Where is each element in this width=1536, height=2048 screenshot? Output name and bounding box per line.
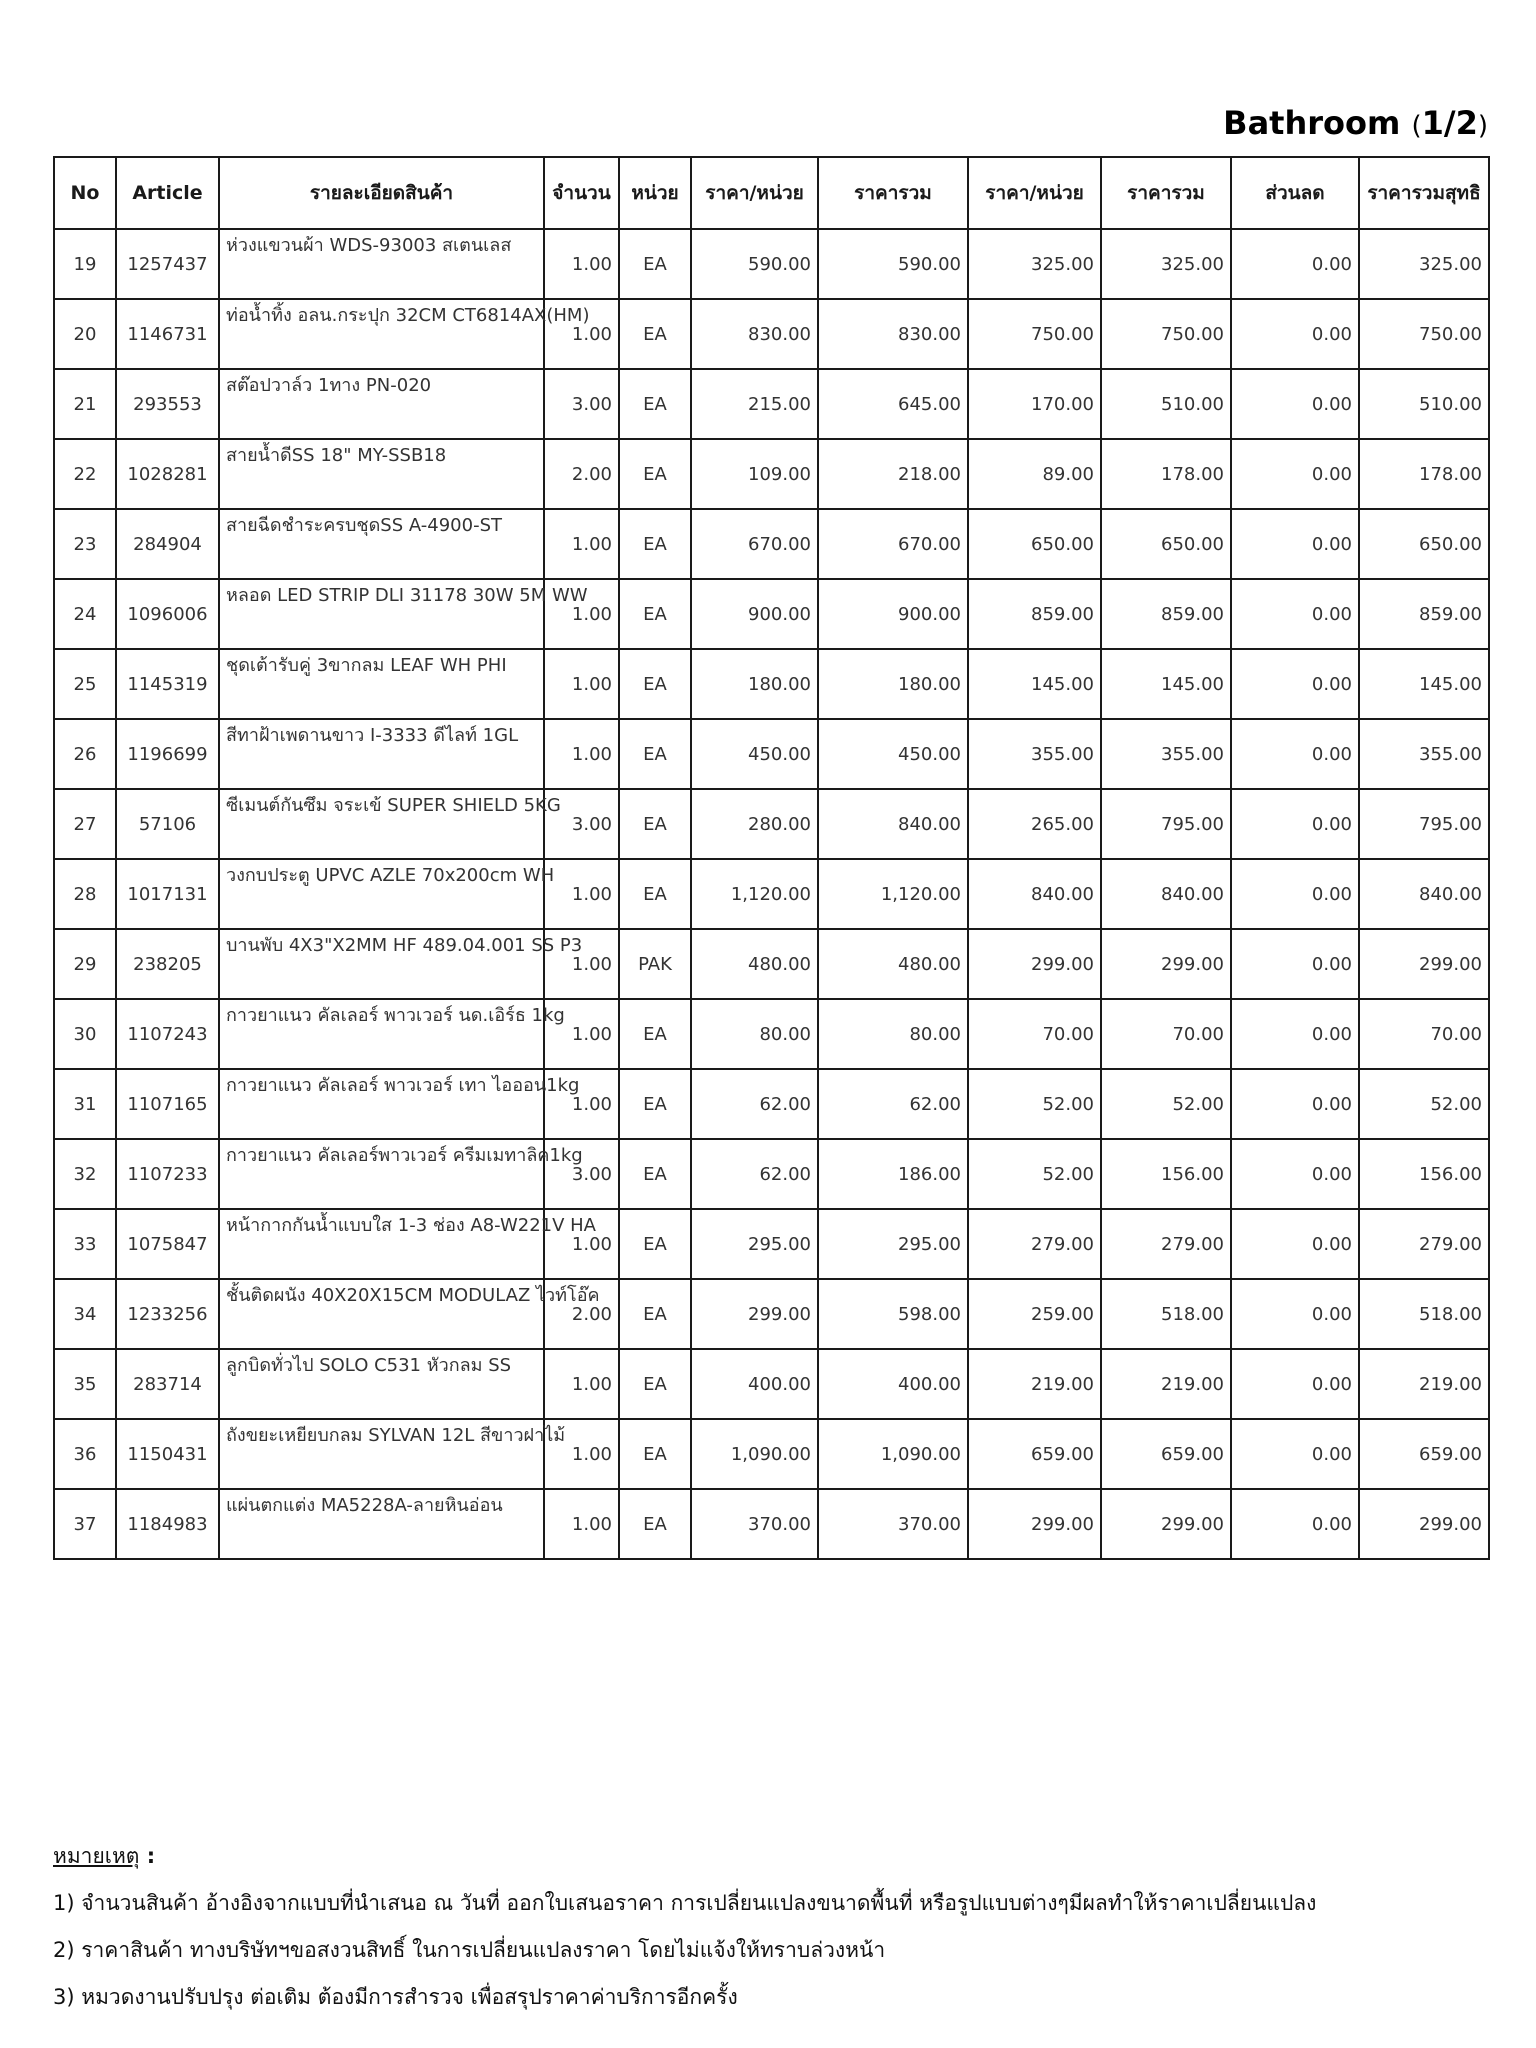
table-row xyxy=(54,999,1489,1069)
row-total-2: 840.00 xyxy=(1101,859,1231,929)
row-unit-price: 590.00 xyxy=(691,229,818,299)
row-quantity: 1.00 xyxy=(544,719,619,789)
row-quantity: 1.00 xyxy=(544,929,619,999)
row-no: 32 xyxy=(54,1139,116,1209)
row-total: 830.00 xyxy=(818,299,968,369)
table-row xyxy=(54,1069,1489,1139)
row-no: 27 xyxy=(54,789,116,859)
row-quantity: 1.00 xyxy=(544,649,619,719)
row-total-2: 325.00 xyxy=(1101,229,1231,299)
row-article: 1150431 xyxy=(116,1419,219,1489)
row-no: 19 xyxy=(54,229,116,299)
row-total: 400.00 xyxy=(818,1349,968,1419)
row-quantity: 1.00 xyxy=(544,1209,619,1279)
row-total: 590.00 xyxy=(818,229,968,299)
header-total-2: ราคารวม xyxy=(1101,157,1231,229)
row-description: สต๊อปวาล์ว 1ทาง PN-020 xyxy=(219,369,544,439)
row-unit-price: 215.00 xyxy=(691,369,818,439)
row-unit-price-2: 299.00 xyxy=(968,1489,1101,1559)
row-no: 37 xyxy=(54,1489,116,1559)
row-no: 23 xyxy=(54,509,116,579)
row-total: 180.00 xyxy=(818,649,968,719)
notes-heading-text: หมายเหตุ xyxy=(53,1844,140,1868)
row-unit: EA xyxy=(619,369,691,439)
row-unit-price-2: 355.00 xyxy=(968,719,1101,789)
row-description: ถังขยะเหยียบกลม SYLVAN 12L สีขาวฝาไม้ xyxy=(219,1419,544,1489)
row-discount: 0.00 xyxy=(1231,999,1359,1069)
row-description: สีทาฝ้าเพดานขาว I-3333 ดีไลท์ 1GL xyxy=(219,719,544,789)
row-discount: 0.00 xyxy=(1231,299,1359,369)
title-paren-open: ( xyxy=(1411,111,1422,141)
table-row xyxy=(54,1139,1489,1209)
table-row xyxy=(54,439,1489,509)
row-net-total: 659.00 xyxy=(1359,1419,1489,1489)
row-unit: EA xyxy=(619,719,691,789)
row-quantity: 1.00 xyxy=(544,579,619,649)
note-item: 1) จำนวนสินค้า อ้างอิงจากแบบที่นำเสนอ ณ วันที่ ออกใบเสนอราคา การเปลี่ยนแปลงขนาดพื้นที่ หรือรูปแบบต่างๆมีผลทำให้ราคาเปลี่ยนแปลง xyxy=(53,1891,1317,1915)
row-unit: EA xyxy=(619,1419,691,1489)
row-unit-price-2: 219.00 xyxy=(968,1349,1101,1419)
row-unit-price-2: 265.00 xyxy=(968,789,1101,859)
row-unit-price: 670.00 xyxy=(691,509,818,579)
row-description: ชุดเต้ารับคู่ 3ขากลม LEAF WH PHI xyxy=(219,649,544,719)
row-no: 22 xyxy=(54,439,116,509)
row-unit-price: 830.00 xyxy=(691,299,818,369)
row-net-total: 510.00 xyxy=(1359,369,1489,439)
row-description: หลอด LED STRIP DLI 31178 30W 5M WW xyxy=(219,579,544,649)
row-unit: EA xyxy=(619,1279,691,1349)
header-discount: ส่วนลด xyxy=(1231,157,1359,229)
row-net-total: 750.00 xyxy=(1359,299,1489,369)
row-unit-price: 450.00 xyxy=(691,719,818,789)
row-total: 370.00 xyxy=(818,1489,968,1559)
table-row xyxy=(54,719,1489,789)
row-net-total: 355.00 xyxy=(1359,719,1489,789)
row-net-total: 279.00 xyxy=(1359,1209,1489,1279)
row-discount: 0.00 xyxy=(1231,509,1359,579)
row-unit: EA xyxy=(619,299,691,369)
row-quantity: 1.00 xyxy=(544,299,619,369)
row-discount: 0.00 xyxy=(1231,579,1359,649)
row-total: 670.00 xyxy=(818,509,968,579)
row-quantity: 1.00 xyxy=(544,1069,619,1139)
row-unit: EA xyxy=(619,1489,691,1559)
row-unit: PAK xyxy=(619,929,691,999)
row-discount: 0.00 xyxy=(1231,1209,1359,1279)
row-unit: EA xyxy=(619,999,691,1069)
row-no: 26 xyxy=(54,719,116,789)
row-total-2: 156.00 xyxy=(1101,1139,1231,1209)
row-unit: EA xyxy=(619,1349,691,1419)
row-quantity: 1.00 xyxy=(544,1489,619,1559)
row-unit: EA xyxy=(619,649,691,719)
row-quantity: 1.00 xyxy=(544,229,619,299)
row-unit-price: 480.00 xyxy=(691,929,818,999)
row-quantity: 1.00 xyxy=(544,859,619,929)
row-description: สายฉีดชำระครบชุดSS A-4900-ST xyxy=(219,509,544,579)
note-item: 3) หมวดงานปรับปรุง ต่อเติม ต้องมีการสำรวจ เพื่อสรุปราคาค่าบริการอีกครั้ง xyxy=(53,1985,738,2009)
row-no: 28 xyxy=(54,859,116,929)
row-total: 1,120.00 xyxy=(818,859,968,929)
row-quantity: 2.00 xyxy=(544,439,619,509)
row-total: 1,090.00 xyxy=(818,1419,968,1489)
row-description: กาวยาแนว คัลเลอร์ พาวเวอร์ นด.เอิร์ธ 1kg xyxy=(219,999,544,1069)
row-description: หน้ากากกันน้ำแบบใส 1-3 ช่อง A8-W221V HA xyxy=(219,1209,544,1279)
row-description: กาวยาแนว คัลเลอร์พาวเวอร์ ครีมเมทาลิค1kg xyxy=(219,1139,544,1209)
row-unit-price-2: 840.00 xyxy=(968,859,1101,929)
row-total-2: 750.00 xyxy=(1101,299,1231,369)
row-total-2: 518.00 xyxy=(1101,1279,1231,1349)
row-total: 218.00 xyxy=(818,439,968,509)
row-total: 295.00 xyxy=(818,1209,968,1279)
row-description: ชั้นติดผนัง 40X20X15CM MODULAZ ไวท์โอ๊ค xyxy=(219,1279,544,1349)
row-total: 186.00 xyxy=(818,1139,968,1209)
header-quantity: จำนวน xyxy=(544,157,619,229)
row-article: 1028281 xyxy=(116,439,219,509)
row-unit-price-2: 299.00 xyxy=(968,929,1101,999)
row-article: 1233256 xyxy=(116,1279,219,1349)
row-description: ซีเมนต์กันซึม จระเข้ SUPER SHIELD 5KG xyxy=(219,789,544,859)
row-unit-price-2: 650.00 xyxy=(968,509,1101,579)
row-unit-price: 80.00 xyxy=(691,999,818,1069)
row-unit-price: 299.00 xyxy=(691,1279,818,1349)
row-total-2: 510.00 xyxy=(1101,369,1231,439)
table-row xyxy=(54,299,1489,369)
table-row xyxy=(54,649,1489,719)
header-unit: หน่วย xyxy=(619,157,691,229)
row-discount: 0.00 xyxy=(1231,1489,1359,1559)
row-description: ลูกบิดทั่วไป SOLO C531 หัวกลม SS xyxy=(219,1349,544,1419)
row-unit-price: 900.00 xyxy=(691,579,818,649)
header-total: ราคารวม xyxy=(818,157,968,229)
page-title xyxy=(1223,104,1488,142)
row-discount: 0.00 xyxy=(1231,1349,1359,1419)
row-quantity: 1.00 xyxy=(544,509,619,579)
row-discount: 0.00 xyxy=(1231,789,1359,859)
row-total-2: 650.00 xyxy=(1101,509,1231,579)
row-total-2: 355.00 xyxy=(1101,719,1231,789)
row-description: แผ่นตกแต่ง MA5228A-ลายหินอ่อน xyxy=(219,1489,544,1559)
table-row xyxy=(54,369,1489,439)
row-total-2: 219.00 xyxy=(1101,1349,1231,1419)
row-no: 31 xyxy=(54,1069,116,1139)
row-unit-price-2: 750.00 xyxy=(968,299,1101,369)
row-unit-price-2: 659.00 xyxy=(968,1419,1101,1489)
row-net-total: 145.00 xyxy=(1359,649,1489,719)
row-total: 450.00 xyxy=(818,719,968,789)
row-net-total: 859.00 xyxy=(1359,579,1489,649)
row-total: 900.00 xyxy=(818,579,968,649)
row-no: 24 xyxy=(54,579,116,649)
row-discount: 0.00 xyxy=(1231,719,1359,789)
row-description: สายน้ำดีSS 18" MY-SSB18 xyxy=(219,439,544,509)
row-quantity: 3.00 xyxy=(544,789,619,859)
row-article: 1146731 xyxy=(116,299,219,369)
row-total-2: 52.00 xyxy=(1101,1069,1231,1139)
row-net-total: 840.00 xyxy=(1359,859,1489,929)
row-discount: 0.00 xyxy=(1231,439,1359,509)
row-unit-price: 1,120.00 xyxy=(691,859,818,929)
row-total-2: 795.00 xyxy=(1101,789,1231,859)
row-discount: 0.00 xyxy=(1231,649,1359,719)
row-total-2: 859.00 xyxy=(1101,579,1231,649)
row-unit-price-2: 52.00 xyxy=(968,1139,1101,1209)
row-unit-price-2: 52.00 xyxy=(968,1069,1101,1139)
row-quantity: 3.00 xyxy=(544,369,619,439)
row-no: 30 xyxy=(54,999,116,1069)
row-unit: EA xyxy=(619,579,691,649)
row-unit-price-2: 259.00 xyxy=(968,1279,1101,1349)
row-discount: 0.00 xyxy=(1231,1139,1359,1209)
row-total-2: 145.00 xyxy=(1101,649,1231,719)
row-unit-price: 280.00 xyxy=(691,789,818,859)
row-unit: EA xyxy=(619,789,691,859)
header-description: รายละเอียดสินค้า xyxy=(219,157,544,229)
row-article: 293553 xyxy=(116,369,219,439)
row-article: 1107165 xyxy=(116,1069,219,1139)
row-total-2: 279.00 xyxy=(1101,1209,1231,1279)
row-unit-price-2: 70.00 xyxy=(968,999,1101,1069)
row-net-total: 156.00 xyxy=(1359,1139,1489,1209)
row-no: 34 xyxy=(54,1279,116,1349)
note-item: 2) ราคาสินค้า ทางบริษัทฯขอสงวนสิทธิ์ ในการเปลี่ยนแปลงราคา โดยไม่แจ้งให้ทราบล่วงหน้า xyxy=(53,1938,886,1962)
row-article: 1107243 xyxy=(116,999,219,1069)
row-description: กาวยาแนว คัลเลอร์ พาวเวอร์ เทา ไอออน1kg xyxy=(219,1069,544,1139)
row-unit: EA xyxy=(619,859,691,929)
header-net-total: ราคารวมสุทธิ xyxy=(1359,157,1489,229)
row-unit-price: 109.00 xyxy=(691,439,818,509)
row-no: 35 xyxy=(54,1349,116,1419)
row-unit: EA xyxy=(619,1209,691,1279)
row-quantity: 1.00 xyxy=(544,1419,619,1489)
row-unit: EA xyxy=(619,439,691,509)
row-article: 238205 xyxy=(116,929,219,999)
row-total-2: 659.00 xyxy=(1101,1419,1231,1489)
row-unit-price-2: 89.00 xyxy=(968,439,1101,509)
items-table xyxy=(53,156,1490,1560)
row-discount: 0.00 xyxy=(1231,1279,1359,1349)
row-unit: EA xyxy=(619,1069,691,1139)
row-article: 284904 xyxy=(116,509,219,579)
row-net-total: 178.00 xyxy=(1359,439,1489,509)
row-discount: 0.00 xyxy=(1231,859,1359,929)
row-net-total: 70.00 xyxy=(1359,999,1489,1069)
row-total: 645.00 xyxy=(818,369,968,439)
row-unit-price: 1,090.00 xyxy=(691,1419,818,1489)
row-unit-price: 62.00 xyxy=(691,1139,818,1209)
row-unit-price: 180.00 xyxy=(691,649,818,719)
row-total: 62.00 xyxy=(818,1069,968,1139)
row-unit-price: 370.00 xyxy=(691,1489,818,1559)
table-row xyxy=(54,1419,1489,1489)
table-row xyxy=(54,509,1489,579)
row-discount: 0.00 xyxy=(1231,369,1359,439)
row-unit-price-2: 325.00 xyxy=(968,229,1101,299)
row-discount: 0.00 xyxy=(1231,1419,1359,1489)
row-quantity: 3.00 xyxy=(544,1139,619,1209)
row-net-total: 518.00 xyxy=(1359,1279,1489,1349)
row-total: 840.00 xyxy=(818,789,968,859)
row-description: บานพับ 4X3"X2MM HF 489.04.001 SS P3 xyxy=(219,929,544,999)
title-page: 1/2 xyxy=(1421,104,1478,142)
row-article: 283714 xyxy=(116,1349,219,1419)
row-unit-price-2: 859.00 xyxy=(968,579,1101,649)
row-net-total: 299.00 xyxy=(1359,1489,1489,1559)
row-total: 480.00 xyxy=(818,929,968,999)
row-total-2: 299.00 xyxy=(1101,1489,1231,1559)
row-net-total: 299.00 xyxy=(1359,929,1489,999)
row-discount: 0.00 xyxy=(1231,1069,1359,1139)
row-no: 33 xyxy=(54,1209,116,1279)
table-row xyxy=(54,229,1489,299)
row-discount: 0.00 xyxy=(1231,929,1359,999)
row-no: 25 xyxy=(54,649,116,719)
table-row xyxy=(54,1209,1489,1279)
row-article: 1184983 xyxy=(116,1489,219,1559)
row-total-2: 178.00 xyxy=(1101,439,1231,509)
row-unit-price-2: 170.00 xyxy=(968,369,1101,439)
table-row xyxy=(54,1489,1489,1559)
table-row xyxy=(54,859,1489,929)
row-unit: EA xyxy=(619,1139,691,1209)
header-no: No xyxy=(54,157,116,229)
row-net-total: 325.00 xyxy=(1359,229,1489,299)
row-article: 1257437 xyxy=(116,229,219,299)
row-quantity: 2.00 xyxy=(544,1279,619,1349)
row-article: 1017131 xyxy=(116,859,219,929)
row-article: 1096006 xyxy=(116,579,219,649)
row-unit-price-2: 145.00 xyxy=(968,649,1101,719)
row-unit-price-2: 279.00 xyxy=(968,1209,1101,1279)
row-description: วงกบประตู UPVC AZLE 70x200cm WH xyxy=(219,859,544,929)
row-description: ท่อน้ำทิ้ง อลน.กระปุก 32CM CT6814AX(HM) xyxy=(219,299,544,369)
row-article: 1145319 xyxy=(116,649,219,719)
row-total-2: 299.00 xyxy=(1101,929,1231,999)
row-no: 29 xyxy=(54,929,116,999)
table-header-row xyxy=(54,157,1489,229)
row-discount: 0.00 xyxy=(1231,229,1359,299)
row-article: 57106 xyxy=(116,789,219,859)
header-article: Article xyxy=(116,157,219,229)
row-unit: EA xyxy=(619,229,691,299)
table-row xyxy=(54,579,1489,649)
row-quantity: 1.00 xyxy=(544,999,619,1069)
table-row xyxy=(54,789,1489,859)
row-total: 598.00 xyxy=(818,1279,968,1349)
table-row xyxy=(54,1349,1489,1419)
row-article: 1075847 xyxy=(116,1209,219,1279)
row-net-total: 219.00 xyxy=(1359,1349,1489,1419)
row-net-total: 795.00 xyxy=(1359,789,1489,859)
title-paren-close: ) xyxy=(1477,111,1488,141)
header-unit-price-2: ราคา/หน่วย xyxy=(968,157,1101,229)
row-unit-price: 295.00 xyxy=(691,1209,818,1279)
row-description: ห่วงแขวนผ้า WDS-93003 สเตนเลส xyxy=(219,229,544,299)
table-row xyxy=(54,1279,1489,1349)
row-article: 1107233 xyxy=(116,1139,219,1209)
row-article: 1196699 xyxy=(116,719,219,789)
row-no: 36 xyxy=(54,1419,116,1489)
table-row xyxy=(54,929,1489,999)
row-no: 21 xyxy=(54,369,116,439)
notes-heading-colon: : xyxy=(139,1844,156,1868)
header-unit-price: ราคา/หน่วย xyxy=(691,157,818,229)
notes-section xyxy=(53,1840,1493,2028)
row-total-2: 70.00 xyxy=(1101,999,1231,1069)
row-no: 20 xyxy=(54,299,116,369)
row-total: 80.00 xyxy=(818,999,968,1069)
row-quantity: 1.00 xyxy=(544,1349,619,1419)
row-unit-price: 400.00 xyxy=(691,1349,818,1419)
row-unit: EA xyxy=(619,509,691,579)
row-unit-price: 62.00 xyxy=(691,1069,818,1139)
row-net-total: 52.00 xyxy=(1359,1069,1489,1139)
row-net-total: 650.00 xyxy=(1359,509,1489,579)
title-main: Bathroom xyxy=(1223,104,1401,142)
notes-heading xyxy=(53,1840,1493,1873)
